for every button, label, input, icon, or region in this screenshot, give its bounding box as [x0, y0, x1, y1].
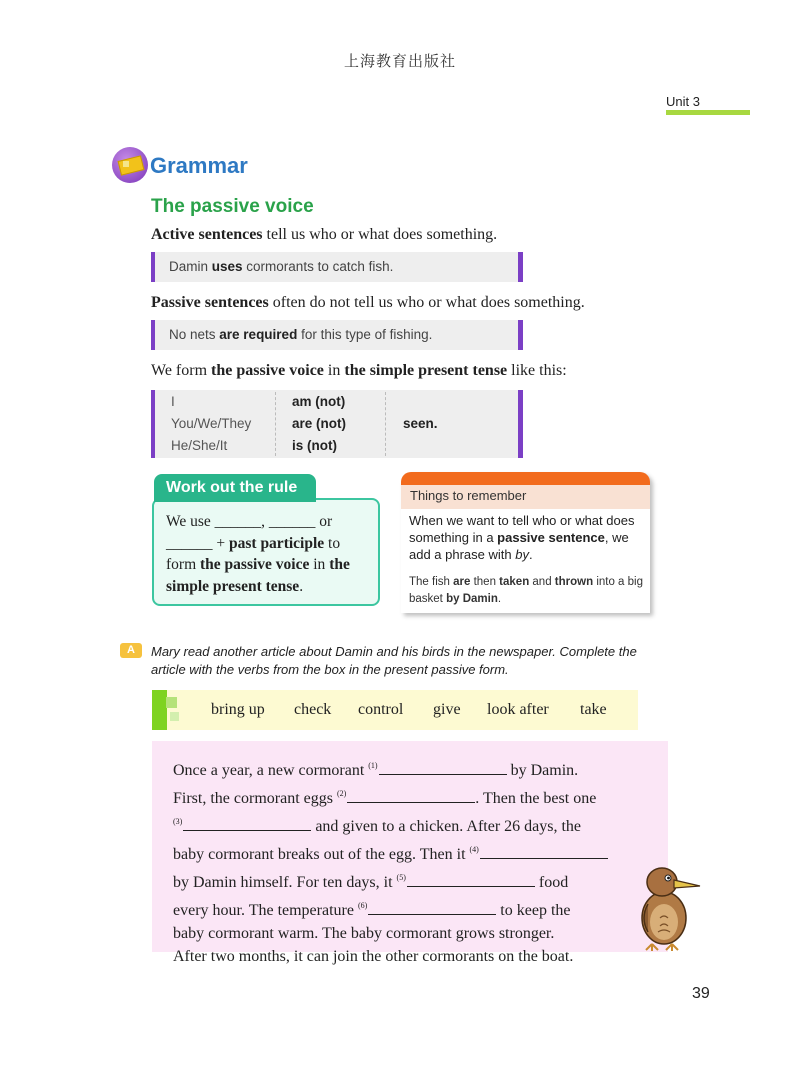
active-sentence-text: Active sentences tell us who or what does something. [151, 226, 498, 243]
blank-2[interactable] [347, 790, 475, 803]
word-item: give [433, 701, 461, 718]
page-number: 39 [692, 985, 710, 1002]
word-item: control [358, 701, 404, 718]
table-verb: are (not) [292, 416, 346, 431]
unit-label: Unit 3 [666, 94, 700, 109]
table-subject: He/She/It [171, 438, 228, 453]
grammar-icon [112, 147, 148, 183]
section-subtitle: The passive voice [151, 196, 314, 217]
rule-text: We use ______, ______ or ______ + past participle to form the passive voice in the simple present tense. [166, 513, 350, 595]
cormorant-chick-illustration [630, 860, 705, 952]
remember-title: Things to remember [410, 488, 527, 503]
example-active: Damin uses cormorants to catch fish. [151, 252, 523, 282]
word-box-decoration [166, 697, 177, 708]
example-passive: No nets are required for this type of fishing. [151, 320, 523, 350]
word-item: look after [487, 701, 549, 718]
word-box-decoration [170, 712, 179, 721]
remember-example: The fish are then taken and thrown into a big basket by Damin. [409, 576, 643, 605]
word-box-decoration [152, 690, 167, 730]
form-line: We form the passive voice in the simple present tense like this: [151, 362, 567, 379]
word-item: check [294, 701, 332, 718]
table-subject: You/We/They [171, 416, 252, 431]
remember-text: When we want to tell who or what does something in a passive sentence, we add a phrase with by. [409, 513, 635, 562]
blank-6[interactable] [368, 902, 496, 915]
blank-1[interactable] [379, 762, 507, 775]
passive-sentence-text: Passive sentences often do not tell us who or what does something. [151, 294, 585, 311]
article-text: Once a year, a new cormorant $^{(1)}$ by Damin. First, the cormorant eggs $^{(2)}$ . Then the best one $^{(3)}$ and given to a chicken. After 26 days, the baby cormorant breaks out of the egg. Then it $^{(4)}$ by Damin himself. For ten days, it $^{(5)}$ food every hour. The temperature $^{(6)}$ to keep the baby cormorant warm. The baby cormorant grows stronger. After two months, it can join the other cormorants on the boat. [173, 754, 653, 968]
unit-bar [666, 110, 750, 115]
publisher-header: 上海教育出版社 [343, 52, 456, 70]
word-item: bring up [211, 701, 265, 718]
exercise-instruction: Mary read another article about Damin and his birds in the newspaper. Complete the article with the verbs from the box in the present passive form. [151, 644, 637, 677]
rule-tab-title: Work out the rule [166, 479, 298, 496]
table-subject: I [171, 394, 175, 409]
section-title: Grammar [150, 153, 248, 178]
blank-5[interactable] [407, 874, 535, 887]
word-item: take [580, 701, 607, 718]
blank-4[interactable] [480, 846, 608, 859]
exercise-label: A [120, 643, 142, 658]
table-verb: am (not) [292, 394, 346, 409]
passive-form-table [151, 390, 523, 458]
blank-3[interactable] [183, 818, 311, 831]
table-participle: seen. [403, 416, 438, 431]
table-verb: is (not) [292, 438, 337, 453]
